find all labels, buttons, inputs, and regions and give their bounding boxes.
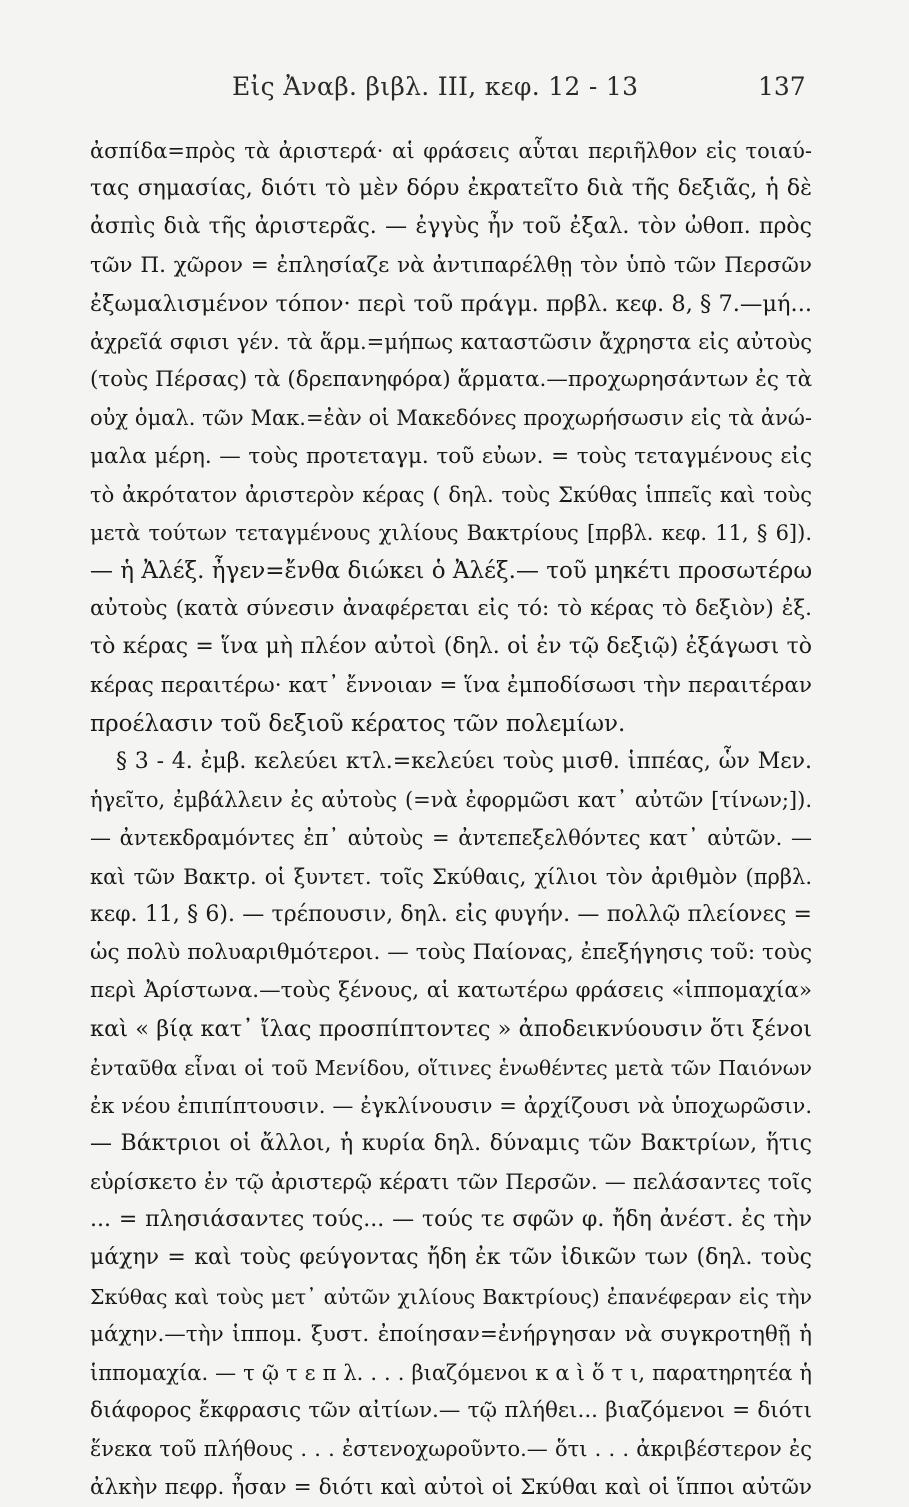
text-line: ἕνεκα τοῦ πλήθους . . . ἐστενοχωροῦντο.— ὅτι . . . ἀκριβέστερον ἐς [90,1437,812,1462]
text-line: § 3 - 4. ἐμβ. κελεύει κτλ.=κελεύει τοὺς μισθ. ἱππέας, ὧν Μεν. [116,749,812,774]
text-line: ἀλκὴν πεφρ. ἦσαν = διότι καὶ αὐτοὶ οἱ Σκύθαι καὶ οἱ ἵπποι αὐτῶν [90,1474,812,1500]
page-header [0,72,909,112]
text-line: μαλα μέρη. — τοὺς προτεταγμ. τοῦ εὐων. = τοὺς τεταγμένους εἰς [90,443,812,469]
text-line: ἀσπίδα=πρὸς τὰ ἀριστερά· αἱ φράσεις αὗται περιῆλθον εἰς τοιαύ- [90,139,812,163]
text-line: ἡγεῖτο, ἐμβάλλειν ἐς αὐτοὺς (=νὰ ἐφορμῶσι κατ᾿ αὐτῶν [τίνων;]). [90,788,812,813]
text-line: Σκύθας καὶ τοὺς μετ᾿ αὐτῶν χιλίους Βακτρίους) ἐπανέφεραν εἰς τὴν [90,1284,812,1309]
text-line: τας σημασίας, διότι τὸ μὲν δόρυ ἐκρατεῖτο διὰ τῆς δεξιᾶς, ἡ δὲ [90,176,812,202]
page-number: 137 [758,72,806,101]
text-line: — ἡ Ἀλέξ. ἦγεν=ἔνθα διώκει ὁ Ἀλέξ.— τοῦ μηκέτι προσωτέρω [90,558,812,585]
text-line: ἀσπὶς διὰ τῆς ἀριστερᾶς. — ἐγγὺς ἦν τοῦ ἐξαλ. τὸν ὠθοπ. πρὸς [90,214,812,240]
text-line: τῶν Π. χῶρον = ἐπλησίαζε νὰ ἀντιπαρέλθῃ τὸν ὑπὸ τῶν Περσῶν [90,252,812,278]
text-line: εὑρίσκετο ἐν τῷ ἀριστερῷ κέρατι τῶν Περσῶν. — πελάσαντες τοῖς [90,1170,812,1195]
text-line: οὐχ ὁμαλ. τῶν Μακ.=ἐὰν οἱ Μακεδόνες προχωρήσωσιν εἰς τὰ ἀνώ- [90,406,812,431]
text-line: περὶ Ἀρίστωνα.—τοὺς ξένους, αἱ κατωτέρω φράσεις «ἱππομαχία» [90,978,812,1004]
text-line: κεφ. 11, § 6). — τρέπουσιν, δηλ. εἰς φυγήν. — πολλῷ πλείονες = [90,901,812,927]
text-line: μάχην = καὶ τοὺς φεύγοντας ἤδη ἐκ τῶν ἰδικῶν των (δηλ. τοὺς [90,1245,812,1271]
text-line: ἐκ νέου ἐπιπίπτουσιν. — ἐγκλίνουσιν = ἀρχίζουσι νὰ ὑποχωρῶσιν. [90,1093,812,1118]
text-line: ... = πλησιάσαντες τούς... — τούς τε σφῶν φ. ἤδη ἀνέστ. ἐς τὴν [90,1207,812,1233]
paragraph [90,132,812,743]
text-line: προέλασιν τοῦ δεξιοῦ κέρατος τῶν πολεμίων. [90,710,626,737]
text-line: ἱππομαχία. — τ ῷ τ ε π λ. . . . βιαζόμενοι κ α ὶ ὅ τ ι, παρατηρητέα ἡ [90,1361,812,1385]
running-head: Εἰς Ἀναβ. βιβλ. ΙΙΙ, κεφ. 12 - 13 [232,72,639,101]
text-line: καὶ τῶν Βακτρ. οἱ ξυντετ. τοῖς Σκύθαις, χίλιοι τὸν ἀριθμὸν (πρβλ. [90,864,812,889]
text-line: — ἀντεκδραμόντες ἐπ᾿ αὐτοὺς = ἀντεπεξελθόντες κατ᾿ αὐτῶν. — [90,826,812,851]
text-line: κέρας περαιτέρω· κατ᾿ ἔννοιαν = ἵνα ἐμποδίσωσι τὴν περαιτέραν [90,672,812,698]
text-line: διάφορος ἔκφρασις τῶν αἰτίων.— τῷ πλήθει... βιαζόμενοι = διότι [90,1398,812,1424]
text-line: μετὰ τούτων τεταγμένους χιλίους Βακτρίους [πρβλ. κεφ. 11, § 6]). [90,520,812,545]
text-line: τὸ κέρας = ἵνα μὴ πλέον αὐτοὶ (δηλ. οἱ ἐν τῷ δεξιῷ) ἐξάγωσι τὸ [90,634,812,660]
text-line: αὐτοὺς (κατὰ σύνεσιν ἀναφέρεται εἰς τό: τὸ κέρας τὸ δεξιὸν) ἐξ. [90,596,812,622]
commentary-text [90,132,812,1507]
text-line: ἀχρεῖά σφισι γέν. τὰ ἅρμ.=μήπως καταστῶσιν ἄχρηστα εἰς αὐτοὺς [90,329,812,354]
text-line: — Βάκτριοι οἱ ἄλλοι, ἡ κυρία δηλ. δύναμις τῶν Βακτρίων, ἥτις [90,1130,812,1156]
text-line: καὶ « βίᾳ κατ᾿ ἴλας προσπίπτοντες » ἀποδεικνύουσιν ὅτι ξένοι [90,1016,812,1043]
text-line: (τοὺς Πέρσας) τὰ (δρεπανηφόρα) ἅρματα.—προχωρησάντων ἐς τὰ [90,367,812,393]
text-line: ὡς πολὺ πολυαριθμότεροι. — τοὺς Παίονας, ἐπεξήγησις τοῦ: τοὺς [90,939,812,965]
text-line: μάχην.—τὴν ἱππομ. ξυστ. ἐποίησαν=ἐνήργησαν νὰ συγκροτηθῇ ἡ [90,1321,812,1347]
text-line: ἐνταῦθα εἶναι οἱ τοῦ Μενίδου, οἵτινες ἑνωθέντες μετὰ τῶν Παιόνων [90,1055,812,1080]
paragraph [90,743,812,1507]
text-line: τὸ ἀκρότατον ἀριστερὸν κέρας ( δηλ. τοὺς Σκύθας ἱππεῖς καὶ τοὺς [90,482,812,507]
text-line: ἐξωμαλισμένον τόπον· περὶ τοῦ πράγμ. πρβλ. κεφ. 8, § 7.—μή... [90,290,812,317]
